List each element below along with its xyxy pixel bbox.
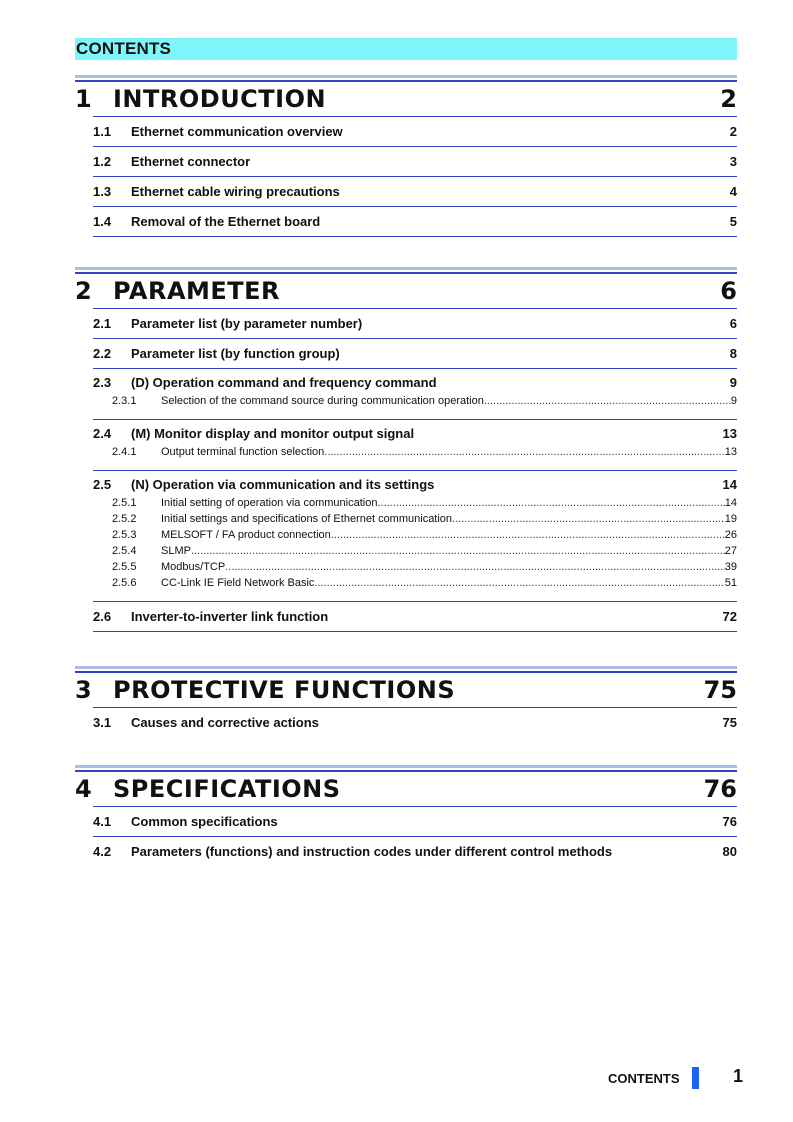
section-title: Parameter list (by function group) — [131, 346, 340, 361]
subsection-page: 51 — [724, 577, 737, 589]
section-1-2[interactable] — [93, 147, 737, 177]
section-title: Ethernet connector — [131, 154, 251, 169]
section-title: Common specifications — [131, 814, 278, 829]
section-page: 5 — [729, 214, 737, 229]
section-number: 2.1 — [93, 316, 112, 331]
subsection-entry[interactable] — [112, 446, 737, 462]
section-title: (D) Operation command and frequency command — [131, 374, 437, 390]
dot-leader — [225, 561, 725, 573]
section-number: 1.2 — [93, 154, 112, 169]
section-page: 2 — [729, 124, 737, 139]
dot-leader — [191, 545, 725, 557]
section-entry[interactable] — [93, 807, 737, 837]
section-entry[interactable] — [93, 708, 737, 737]
section-page: 76 — [722, 814, 737, 829]
chapter-title: INTRODUCTION — [113, 85, 327, 113]
section-number: 1.1 — [93, 124, 112, 139]
dot-leader — [324, 446, 724, 458]
footer-marker — [692, 1067, 699, 1089]
subsection-entry[interactable] — [112, 561, 737, 577]
section-title: Parameter list (by parameter number) — [131, 316, 363, 331]
section-entry[interactable] — [93, 837, 737, 866]
subsection-title: CC-Link IE Field Network Basic — [161, 577, 315, 589]
section-number: 2.4 — [93, 425, 112, 441]
subsection-number: 2.5.3 — [112, 529, 137, 541]
section-page: 72 — [722, 609, 737, 624]
section-entry[interactable] — [93, 147, 737, 177]
section-page: 3 — [729, 154, 737, 169]
section-page: 14 — [722, 476, 737, 492]
chapter-4 — [75, 765, 737, 866]
section-entry[interactable] — [93, 471, 737, 497]
chapter-rule — [75, 267, 737, 270]
subsection-entry[interactable] — [112, 529, 737, 545]
subsection-entry[interactable] — [112, 577, 737, 593]
section-page: 8 — [729, 346, 737, 361]
section-4-1[interactable] — [93, 807, 737, 837]
section-2-1[interactable] — [93, 309, 737, 339]
section-number: 3.1 — [93, 715, 112, 730]
section-title: (N) Operation via communication and its settings — [131, 476, 435, 492]
subsection-page: 26 — [724, 529, 737, 541]
subsection-page: 14 — [724, 497, 737, 509]
subsection-page: 13 — [724, 446, 737, 458]
chapter-title: PROTECTIVE FUNCTIONS — [113, 676, 456, 704]
section-1-1[interactable] — [93, 117, 737, 147]
section-entry[interactable] — [93, 602, 737, 632]
subsection-number: 2.5.6 — [112, 577, 137, 589]
section-number: 2.6 — [93, 609, 112, 624]
dot-leader — [377, 497, 724, 509]
section-2-3[interactable] — [93, 369, 737, 420]
section-page: 13 — [722, 425, 737, 441]
subsection-title: MELSOFT / FA product connection — [161, 529, 331, 541]
chapter-title: SPECIFICATIONS — [113, 775, 341, 803]
section-title: Causes and corrective actions — [131, 715, 319, 730]
chapter-heading[interactable] — [75, 772, 737, 806]
footer-label: CONTENTS — [608, 1071, 680, 1086]
section-2-4[interactable] — [93, 420, 737, 471]
section-number: 2.5 — [93, 476, 112, 492]
chapter-page: 6 — [720, 277, 737, 305]
contents-heading: CONTENTS — [75, 38, 737, 60]
chapter-number: 3 — [75, 676, 92, 704]
section-2-5[interactable] — [93, 471, 737, 602]
subsection-title: Initial settings and specifications of Ethernet communication — [161, 513, 453, 525]
chapter-heading[interactable] — [75, 274, 737, 308]
dot-leader — [484, 395, 731, 407]
chapter-number: 2 — [75, 277, 92, 305]
section-title: Parameters (functions) and instruction codes under different control methods — [131, 844, 613, 859]
chapter-page: 76 — [703, 775, 737, 803]
section-number: 1.3 — [93, 184, 112, 199]
section-page: 80 — [722, 844, 737, 859]
section-entry[interactable] — [93, 420, 737, 446]
subsection-number: 2.4.1 — [112, 446, 137, 458]
section-entry[interactable] — [93, 369, 737, 395]
dot-leader — [452, 513, 725, 525]
section-4-2[interactable] — [93, 837, 737, 866]
chapter-page: 75 — [703, 676, 737, 704]
section-page: 9 — [729, 374, 737, 390]
section-title: (M) Monitor display and monitor output signal — [131, 425, 415, 441]
subsection-list — [93, 497, 737, 602]
section-2-2[interactable] — [93, 339, 737, 369]
subsection-entry[interactable] — [112, 395, 737, 411]
section-3-1[interactable] — [93, 708, 737, 737]
page-footer — [0, 1066, 793, 1090]
dot-leader — [331, 529, 725, 541]
chapter-title: PARAMETER — [113, 277, 281, 305]
section-title: Ethernet cable wiring precautions — [131, 184, 340, 199]
subsection-title: Output terminal function selection — [161, 446, 325, 458]
chapter-rule — [75, 666, 737, 669]
chapter-number: 1 — [75, 85, 92, 113]
section-number: 2.2 — [93, 346, 112, 361]
subsection-page: 9 — [730, 395, 737, 407]
subsection-number: 2.5.2 — [112, 513, 137, 525]
section-entry[interactable] — [93, 309, 737, 339]
section-1-3[interactable] — [93, 177, 737, 207]
page-number: 1 — [733, 1066, 744, 1086]
section-number: 4.2 — [93, 844, 112, 859]
chapter-heading[interactable] — [75, 673, 737, 707]
chapter-number: 4 — [75, 775, 92, 803]
chapter-3 — [75, 666, 737, 737]
subsection-list — [93, 395, 737, 420]
section-2-6[interactable] — [93, 602, 737, 632]
subsection-page: 39 — [724, 561, 737, 573]
chapter-1 — [75, 75, 737, 237]
subsection-title: SLMP — [161, 545, 191, 557]
section-entry[interactable] — [93, 207, 737, 237]
chapter-page: 2 — [720, 85, 737, 113]
section-title: Inverter-to-inverter link function — [131, 609, 329, 624]
subsection-title: Modbus/TCP — [161, 561, 226, 573]
subsection-entry[interactable] — [112, 497, 737, 513]
section-1-4[interactable] — [93, 207, 737, 237]
subsection-page: 27 — [724, 545, 737, 557]
section-page: 6 — [729, 316, 737, 331]
section-title: Removal of the Ethernet board — [131, 214, 321, 229]
subsection-title: Initial setting of operation via communication — [161, 497, 378, 509]
chapter-heading[interactable] — [75, 82, 737, 116]
toc-page — [75, 38, 737, 866]
subsection-page: 19 — [724, 513, 737, 525]
section-entry[interactable] — [93, 177, 737, 207]
section-page: 4 — [729, 184, 737, 199]
subsection-entry[interactable] — [112, 545, 737, 561]
section-number: 2.3 — [93, 374, 112, 390]
subsection-list — [93, 446, 737, 471]
subsection-number: 2.5.4 — [112, 545, 137, 557]
subsection-number: 2.5.1 — [112, 497, 137, 509]
chapter-rule — [75, 765, 737, 768]
chapter-2 — [75, 267, 737, 632]
section-entry[interactable] — [93, 339, 737, 369]
subsection-number: 2.3.1 — [112, 395, 137, 407]
section-entry[interactable] — [93, 117, 737, 147]
section-title: Ethernet communication overview — [131, 124, 343, 139]
section-number: 1.4 — [93, 214, 112, 229]
subsection-title: Selection of the command source during communication operation — [161, 395, 484, 407]
chapter-rule — [75, 75, 737, 78]
section-page: 75 — [722, 715, 737, 730]
section-number: 4.1 — [93, 814, 112, 829]
subsection-entry[interactable] — [112, 513, 737, 529]
subsection-number: 2.5.5 — [112, 561, 137, 573]
dot-leader — [314, 577, 724, 589]
